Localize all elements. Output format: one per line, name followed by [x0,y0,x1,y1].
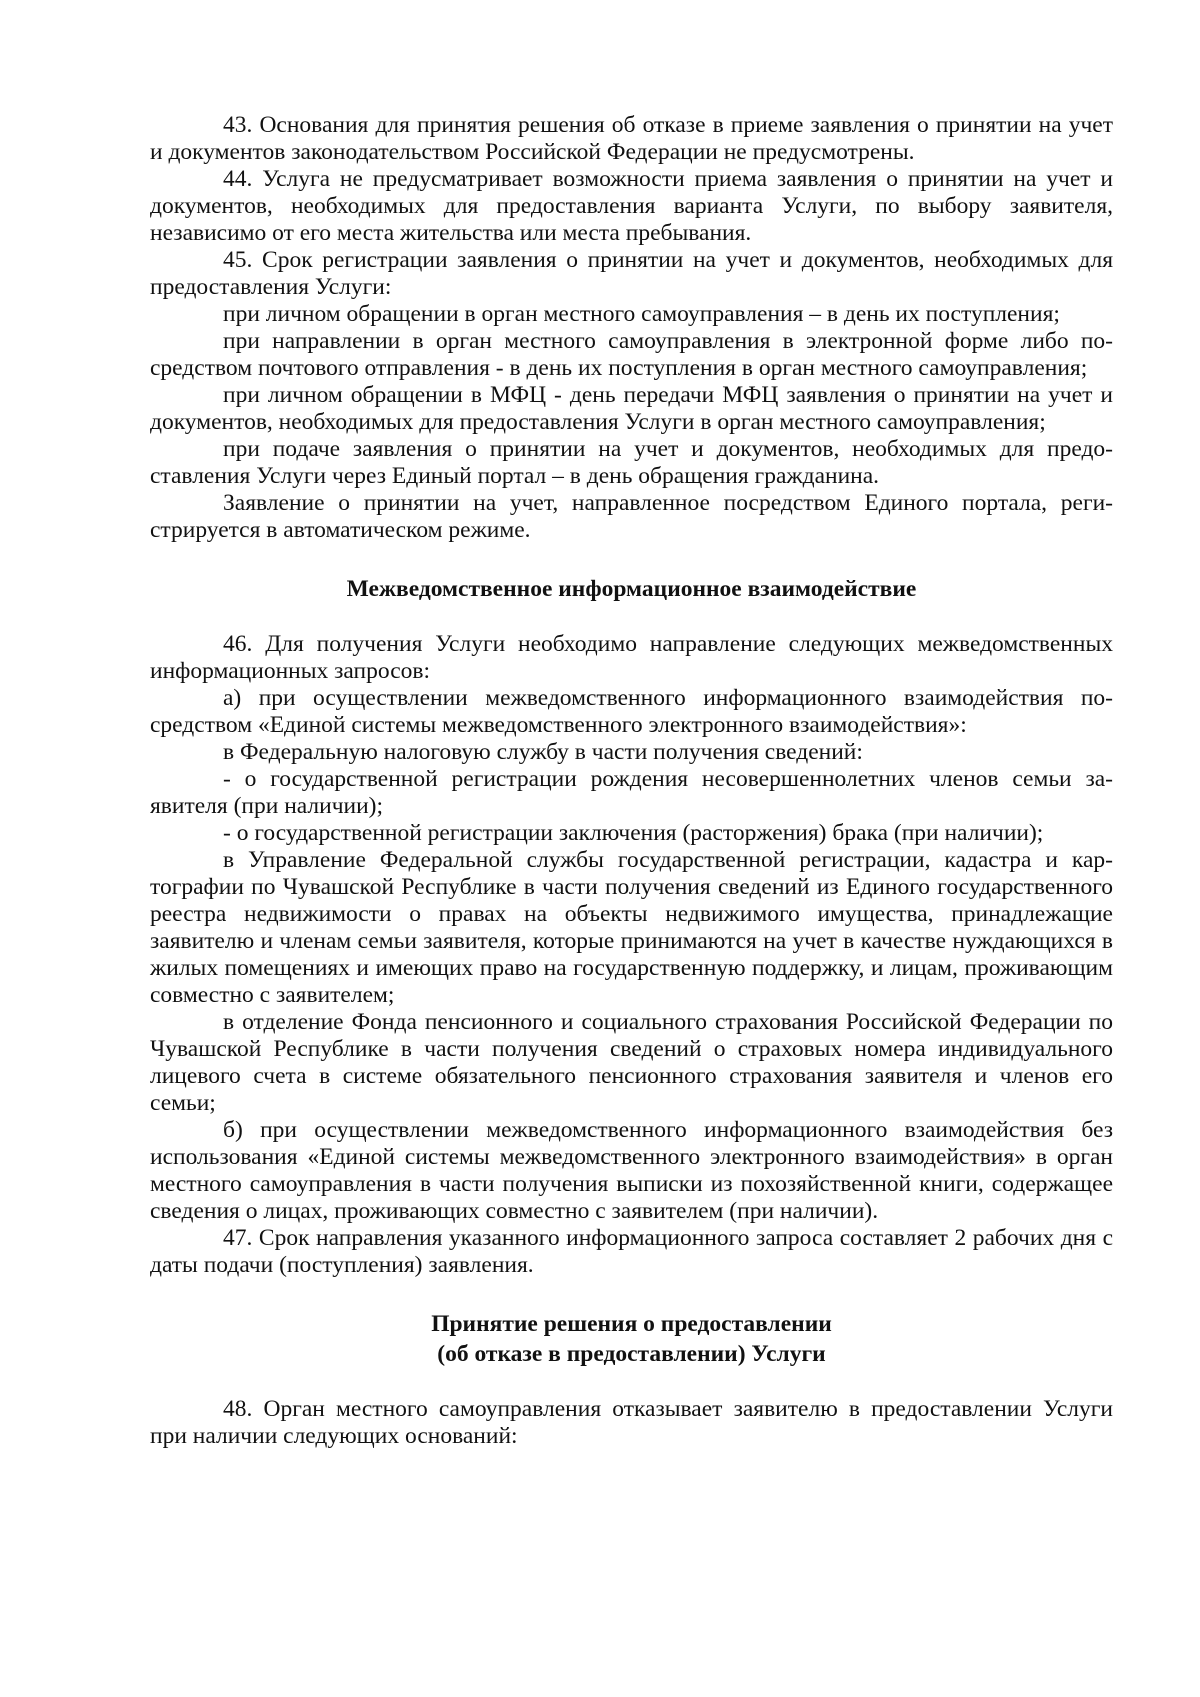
paragraph-46: 46. Для получения Услуги необходимо направление следующих межведомственных информационных запросов: [150,631,1113,684]
paragraph-45-auto-registration: Заявление о принятии на учет, направленное посредством Единого портала, регистрируется в автоматическом режиме. [150,490,1113,543]
paragraph-46-marriage-registration: - о государственной регистрации заключения (расторжения) брака (при наличии); [223,820,1044,846]
paragraph-46-birth-registration: - о государственной регистрации рождения несовершеннолетних членов семьи заявителя (при наличии); [150,766,1113,819]
paragraph-46-a: а) при осуществлении межведомственного информационного взаимодействия посредством «Единой системы межведомственного электронного взаимодействия»: [150,685,1113,738]
section-registration [150,112,1113,544]
paragraph-46-b: б) при осуществлении межведомственного информационного взаимодействия без использования «Единой системы межведомственного электронного взаимодействия» в орган местного самоуправления в части получения выписки из похозяйственной книги, содержащее сведения о лицах, проживающих совместно с заявителем (при наличии). [150,1117,1113,1224]
paragraph-48: 48. Орган местного самоуправления отказывает заявителю в предоставлении Услуги при наличии следующих оснований: [150,1396,1113,1449]
section-decision [150,1396,1113,1450]
paragraph-45: 45. Срок регистрации заявления о принятии на учет и документов, необходимых для предоставления Услуги: [150,247,1113,300]
paragraph-45-mfc: при личном обращении в МФЦ - день передачи МФЦ заявления о принятии на учет и документов, необходимых для предоставления Услуги в орган местного самоуправления; [150,382,1113,435]
document-page [150,112,1113,1450]
paragraph-45-personal: при личном обращении в орган местного самоуправления – в день их поступления; [223,301,1060,327]
heading-decision-line-2: (об отказе в предоставлении) Услуги [437,1341,826,1367]
section-interagency [150,631,1113,1279]
heading-decision-wrap [150,1309,1113,1369]
paragraph-46-rosreestr: в Управление Федеральной службы государственной регистрации, кадастра и картографии по Чувашской Республике в части получения сведений из Единого государственного реестра недвижимости о правах на объекты недвижимого имущества, принадлежащие заявителю и членам семьи заявителя, которые принимаются на учет в качестве нуждающихся в жилых помещениях и имеющих право на государственную поддержку, и лицам, проживающим совместно с заявителем; [150,847,1113,1008]
paragraph-47: 47. Срок направления указанного информационного запроса составляет 2 рабочих дня с даты подачи (поступления) заявления. [150,1225,1113,1278]
paragraph-43: 43. Основания для принятия решения об отказе в приеме заявления о принятии на учет и документов законодательством Российской Федерации не предусмотрены. [150,112,1113,165]
paragraph-46-tax-service: в Федеральную налоговую службу в части получения сведений: [223,739,863,765]
heading-decision-line-1: Принятие решения о предоставлении [431,1311,832,1337]
paragraph-44: 44. Услуга не предусматривает возможности приема заявления о принятии на учет и документов, необходимых для предоставления варианта Услуги, по выбору заявителя, независимо от его места жительства или места пребывания. [150,166,1113,246]
heading-interagency: Межведомственное информационное взаимодействие [346,576,917,602]
paragraph-45-electronic: при направлении в орган местного самоуправления в электронной форме либо посредством почтового отправления - в день их поступления в орган местного самоуправления; [150,328,1113,381]
paragraph-46-pension-fund: в отделение Фонда пенсионного и социального страхования Российской Федерации по Чувашской Республике в части получения сведений о страховых номера индивидуального лицевого счета в системе обязательного пенсионного страхования заявителя и членов его семьи; [150,1009,1113,1116]
paragraph-45-portal: при подаче заявления о принятии на учет и документов, необходимых для предоставления Услуги через Единый портал – в день обращения гражданина. [150,436,1113,489]
heading-interagency-wrap [150,574,1113,604]
